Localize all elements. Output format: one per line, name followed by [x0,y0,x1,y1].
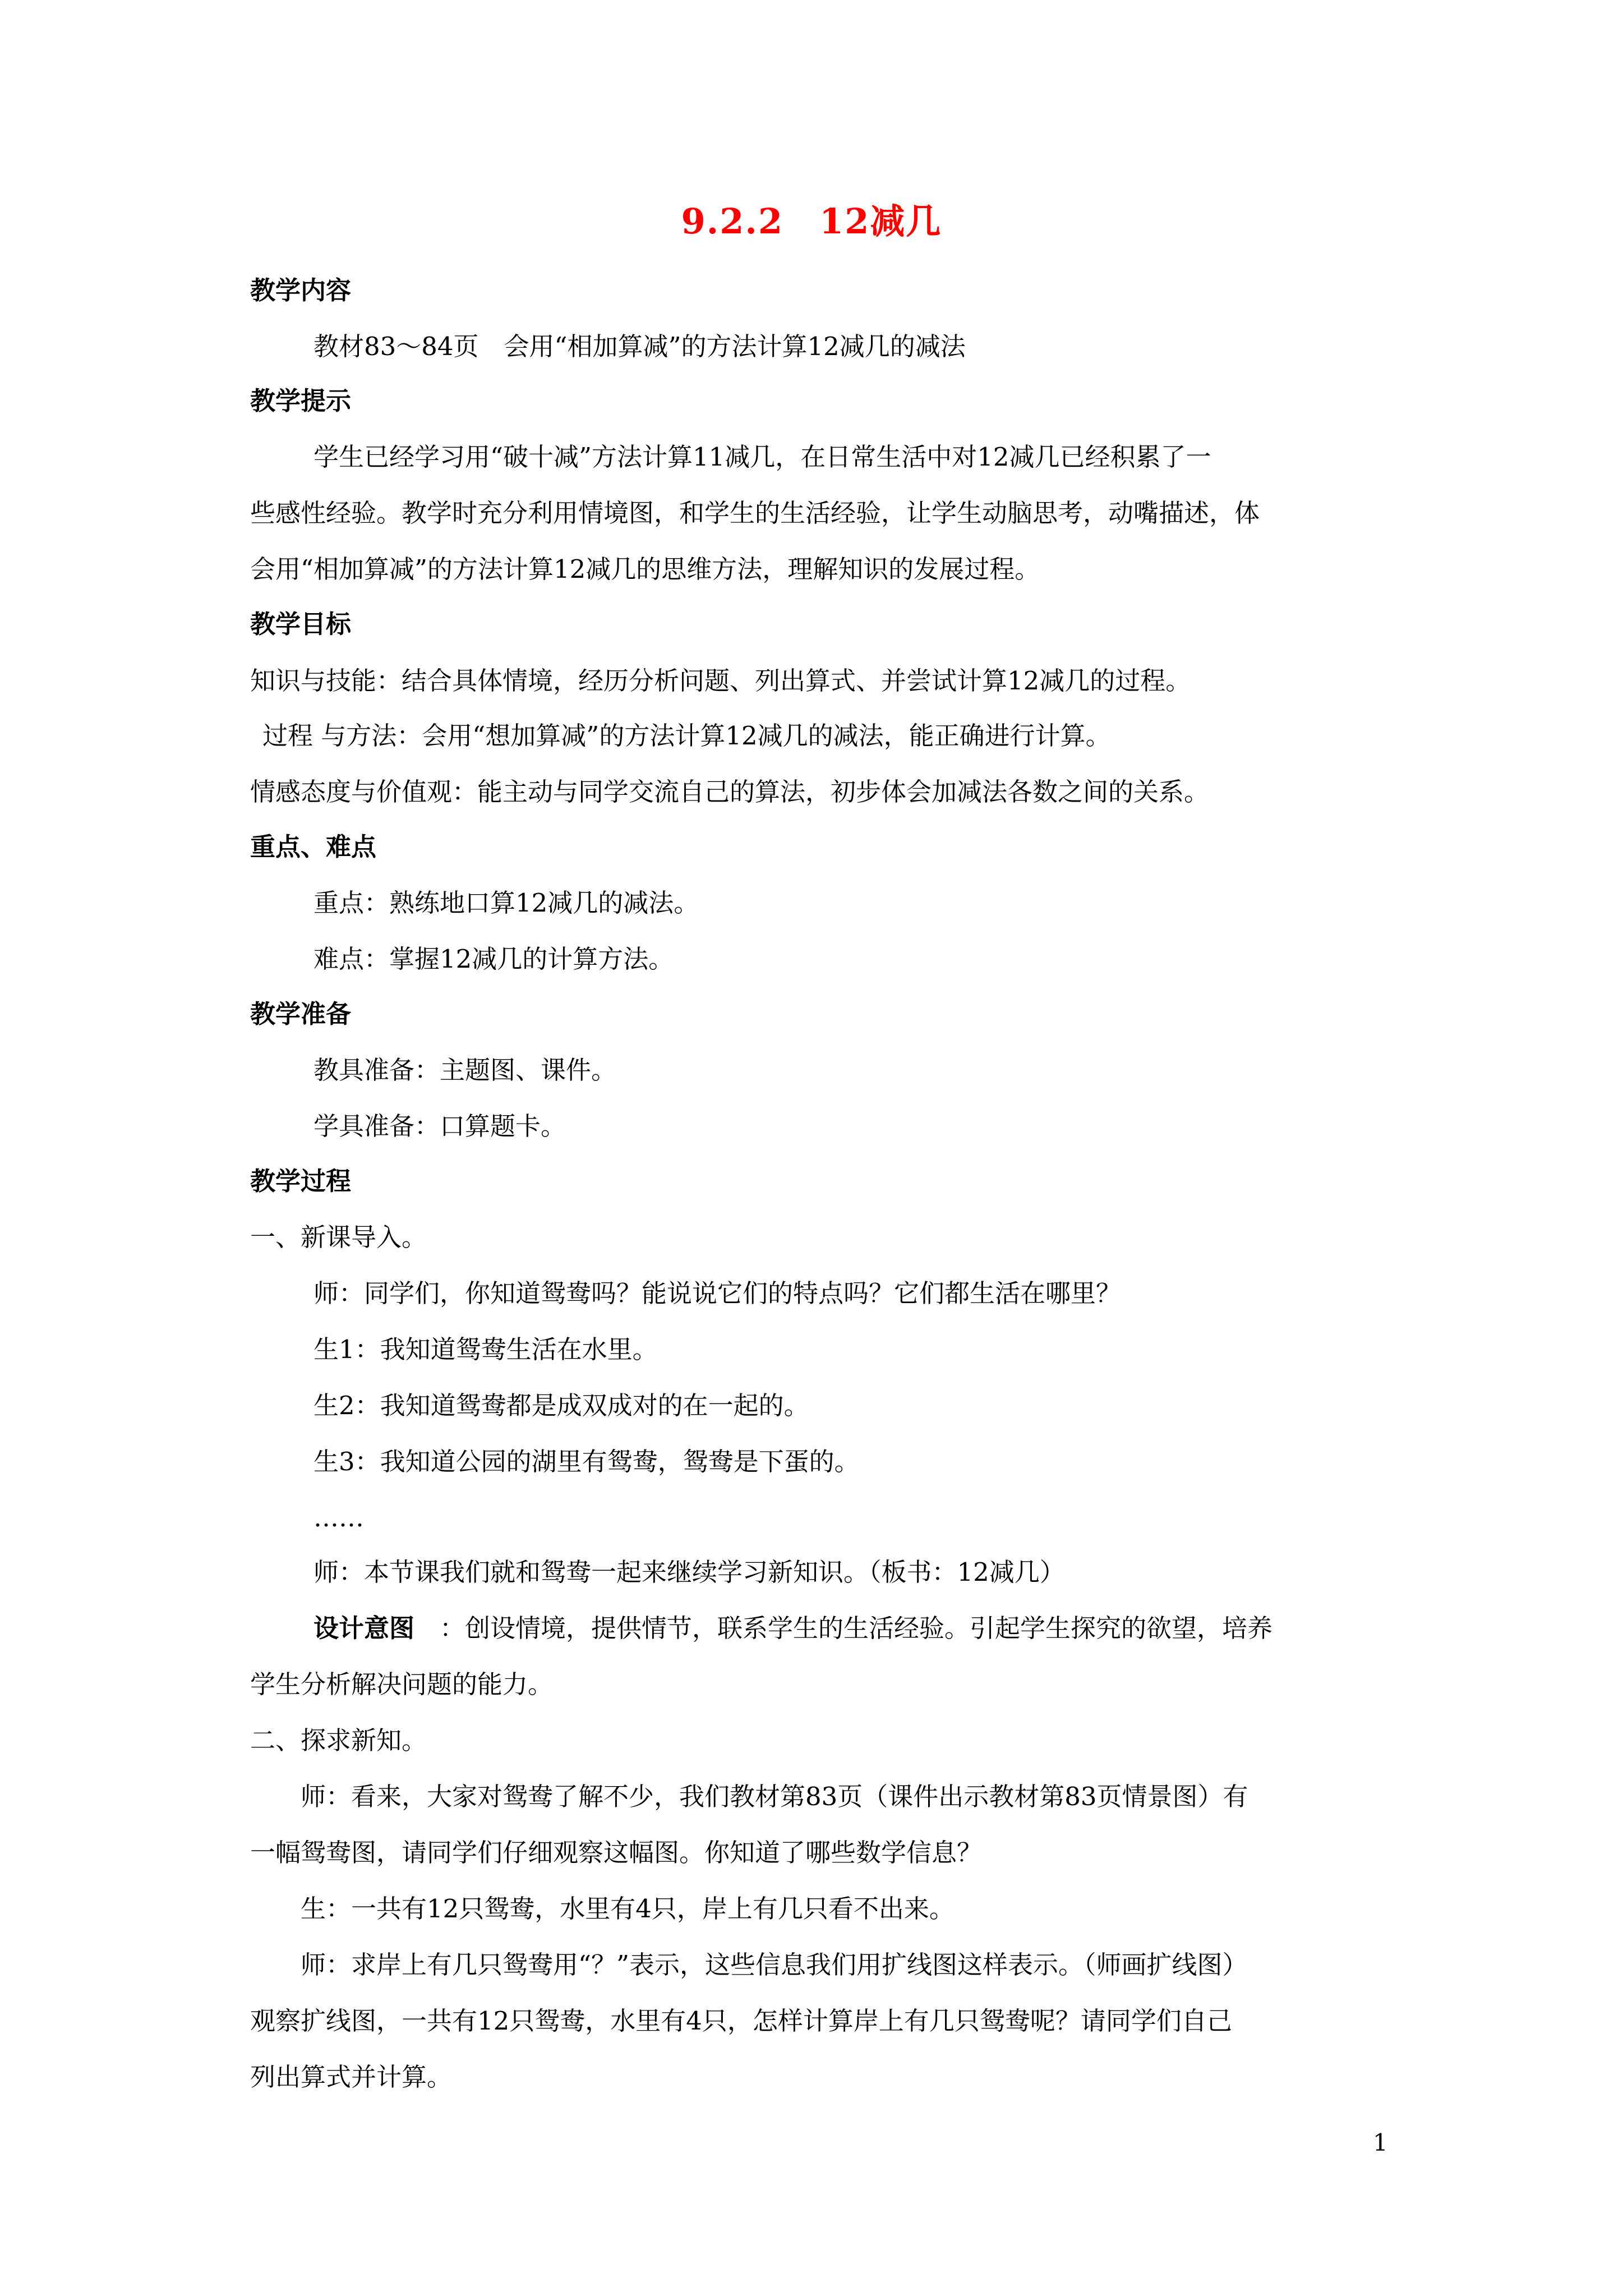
paragraph-line: 知识与技能：结合具体情境，经历分析问题、列出算式、并尝试计算12减几的过程。 [250,666,1191,696]
page-number: 1 [1373,2129,1388,2156]
paragraph-line: 些感性经验。教学时充分利用情境图，和学生的生活经验，让学生动脑思考，动嘴描述，体 [250,498,1260,528]
heading-teaching-content: 教学内容 [250,275,352,305]
paragraph-line: 难点：掌握12减几的计算方法。 [313,944,674,974]
design-intent-label: 设计意图 [313,1613,415,1643]
paragraph-line: 列出算式并计算。 [250,2062,453,2092]
heading-key-points: 重点、难点 [250,832,377,862]
paragraph-line: 情感态度与价值观：能主动与同学交流自己的算法，初步体会加减法各数之间的关系。 [250,777,1210,807]
heading-teaching-tips: 教学提示 [250,386,352,416]
paragraph-line: 学生已经学习用“破十减”方法计算11减几，在日常生活中对12减几已经积累了一 [313,442,1211,472]
paragraph-line: 教材83～84页 会用“相加算减”的方法计算12减几的减法 [313,332,966,361]
paragraph-line: 教具准备：主题图、课件。 [313,1055,617,1085]
section-heading: 一、新课导入。 [250,1222,427,1252]
page-title: 9.2.2 12减几 [681,201,942,242]
paragraph-line: 生2：我知道鸳鸯都是成双成对的在一起的。 [313,1391,809,1420]
heading-teaching-process: 教学过程 [250,1166,352,1196]
paragraph-line: ：创设情境，提供情节，联系学生的生活经验。引起学生探究的欲望，培养 [440,1613,1273,1643]
heading-teaching-goals: 教学目标 [250,609,352,639]
paragraph-line: 师：本节课我们就和鸳鸯一起来继续学习新知识。（板书：12减几） [313,1557,1065,1587]
paragraph-line: 学生分析解决问题的能力。 [250,1669,554,1699]
paragraph-line: 观察扩线图，一共有12只鸳鸯，水里有4只，怎样计算岸上有几只鸳鸯呢？请同学们自己 [250,2006,1232,2036]
paragraph-line: 一幅鸳鸯图，请同学们仔细观察这幅图。你知道了哪些数学信息？ [250,1838,983,1867]
paragraph-line: 学具准备：口算题卡。 [313,1111,566,1141]
paragraph-line: 重点：熟练地口算12减几的减法。 [313,888,699,918]
paragraph-line: 过程 与方法：会用“想加算减”的方法计算12减几的减法，能正确进行计算。 [262,721,1111,751]
heading-preparation: 教学准备 [250,999,352,1029]
paragraph-line: 会用“相加算减”的方法计算12减几的思维方法，理解知识的发展过程。 [250,554,1040,584]
paragraph-line: 生1：我知道鸳鸯生活在水里。 [313,1335,658,1364]
paragraph-line: 生：一共有12只鸳鸯，水里有4只，岸上有几只看不出来。 [301,1894,955,1924]
paragraph-line: 师：求岸上有几只鸳鸯用“？”表示，这些信息我们用扩线图这样表示。（师画扩线图） [301,1950,1248,1980]
section-heading: 二、探求新知。 [250,1726,427,1755]
paragraph-line: 生3：我知道公园的湖里有鸳鸯，鸳鸯是下蛋的。 [313,1447,860,1476]
paragraph-line: 师：看来，大家对鸳鸯了解不少，我们教材第83页（课件出示教材第83页情景图）有 [301,1782,1248,1811]
paragraph-line: 师：同学们，你知道鸳鸯吗？能说说它们的特点吗？它们都生活在哪里？ [313,1278,1122,1308]
ellipsis-line: …… [313,1503,364,1533]
